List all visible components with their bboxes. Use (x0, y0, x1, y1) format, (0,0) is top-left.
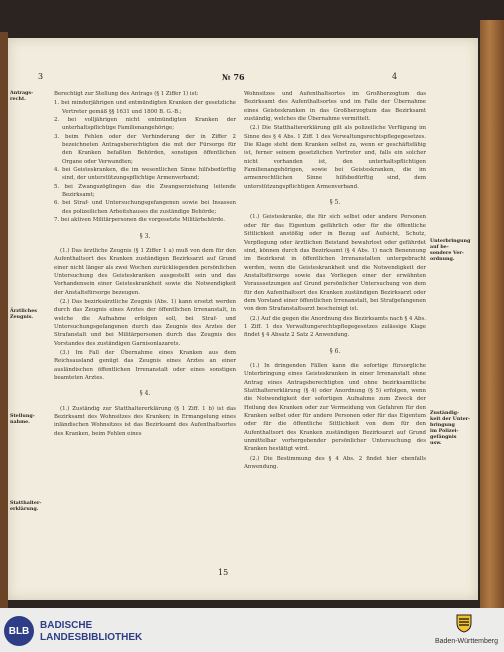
library-name-line1: BADISCHE (40, 620, 93, 631)
margin-note: Unterbringung auf be- sondere Ver- ordnung. (430, 238, 471, 262)
paragraph: (2.) Die Bestimmung des § 4 Abs. 2 findet hier ebenfalls Anwendung. (244, 455, 426, 471)
list-item: 3. beim Fehlen oder der Verhinderung der in Ziffer 2 bezeichneten Antragsberechtigten die mit der Fürsorge für den Kranken befaßten Behörden, sonstigen öffentlichen Organe oder Verwandten; (54, 133, 236, 165)
paragraph: (1.) Geisteskranke, die für sich selbst oder andere Personen oder für das Eigentum gefährlich oder für die öffentliche Sittlichkeit anstößig oder in Bezug auf Aufsicht, Schutz, Verpflegung oder ärztlichen Beistand bewahrlost oder gefährdet sind, können durch das Bezirksamt (§ 4 Abs. 1) nach Benennung im Bezirksrat in öffentlichen Irrenanstalten untergebracht werden, wenn die Geisteskrankheit und die Notwendigkeit der Anstaltsfürsorge sowie das Vorliegen einer der erwähnten Voraussetzungen auf Grund persönlicher Untersuchung von dem für den Aufenthaltsort des Kranken zuständigen Bezirksarzt oder dem Vorstand einer öffentlichen Irrenanstalt, bei Strafgefangenen von dem Strafanstaltsarzt bescheinigt ist. (244, 214, 426, 313)
margin-note: Statthalter- erklärung. (10, 500, 42, 512)
page-number: 15 (218, 568, 229, 577)
paragraph: (1.) Das ärztliche Zeugnis (§ 1 Ziffer 1 a) muß von dem für den Aufenthaltsort des Kranken zuständigen Bezirksarzt auf Grund einer nicht länger als zwei Wochen zurückliegenden persönlichen Untersuchung des Geisteskranken ausgestellt sein und das Vorhandensein einer Geisteskrankheit sowie die Notwendigkeit der Anstaltsfürsorge bezeugen. (54, 247, 236, 296)
section-heading: § 6. (329, 347, 341, 355)
margin-note: Ärztliches Zeugnis. (10, 308, 37, 320)
left-text-column (54, 90, 236, 439)
paragraph: (1.) In dringenden Fällen kann die sofortige fürsorgliche Unterbringung eines Geisteskranken in einer Irrenanstalt ohne Antrag eines Antragsberechtigten und ohne bezirksamtliche Statthaltererklärung (§ 4) oder Anordnung (§ 5) erfolgen, wenn die Notwendigkeit der sofortigen Aufnahme zum Zweck der Heilung des Kranken oder zur Vermeidung von Gefahren für den Kranken selbst oder für andere Personen oder für das Eigentum oder für die öffentliche Sittlichkeit von dem für den Aufenthaltsort des Kranken zuständigen Bezirksarzt auf Grund unmittelbar vorhergehender persönlicher Untersuchung des Kranken bestätigt wird. (244, 362, 426, 453)
book-cover-edge-left (0, 32, 8, 608)
issue-number: № 76 (222, 72, 245, 82)
list-item: 2. bei volljährigen nicht entmündigten Kranken der unterhaltspflichtige Familienangehörige; (54, 117, 236, 132)
left-page-number: 3 (38, 72, 44, 81)
paragraph: Wohnsitzes und Aufenthaltsortes im Großherzogtum das Bezirksamt des Aufenthaltsortes und im Falle der Übernahme eines Geisteskranken in das Großherzogtum das Bezirksamt zuständig, welches die Übernahme vermittelt. (244, 91, 426, 123)
list-item: 4. bei Geisteskranken, die im wesentlichen Sinne hilfsbedürftig sind, der unterstützungspflichtige Armenverband; (54, 167, 236, 182)
baden-wuerttemberg-crest-icon (455, 613, 473, 633)
paragraph: (3.) Im Fall der Übernahme eines Kranken aus dem Reichsausland genügt das Zeugnis eines Arztes an einer ausländischen öffentlichen Irrenanstalt oder eines sonstigen beamteten Arztes. (54, 349, 236, 381)
paragraph: (2.) Auf die gegen die Anordnung des Bezirksamts nach § 4 Abs. 1 Ziff. 1 des Verwaltungsrechtspflegegesetzes zulässige Klage findet § 4 Absatz 2 Satz 2 Anwendung. (244, 315, 426, 339)
list-item: 5. bei Zwangszöglingen das die Zwangserziehung leitende Bezirksamt; (54, 183, 236, 199)
blb-logo: BLB (4, 616, 34, 646)
right-text-column (244, 90, 426, 472)
section-heading: § 5. (329, 199, 341, 207)
library-name-line2: LANDESBIBLIOTHEK (40, 632, 143, 643)
book-cover-edge-right (480, 20, 504, 608)
list-item: 7. bei aktiven Militärpersonen die vorgesetzte Militärbehörde. (54, 217, 226, 224)
library-name (40, 620, 142, 644)
section-heading: § 3. (139, 232, 151, 240)
footer-bar (0, 608, 504, 652)
paragraph: (2.) Das bezirksärztliche Zeugnis (Abs. 1) kann ersetzt werden durch das Zeugnis eines Arztes der öffentlichen Irrenanstalt, in welche die Aufnahme erfolgen soll, bei Straf- und Untersuchungsgefangenen durch das Zeugnis des Arztes der Strafanstalt und bei Militärpersonen durch das Zeugnis des Vorstandes des zuständigen Garnisonlazarets. (54, 298, 236, 347)
paragraph: Berechtigt zur Stellung des Antrags (§ 1 Ziffer 1) ist: (54, 91, 199, 97)
margin-note: Antrags- recht. (10, 90, 34, 102)
paragraph: (1.) Zuständig zur Statthaltererklärung (§ 1 Ziff. 1 b) ist das Bezirksamt des Wohnsitzes des Kranken; in Ermangelung eines inländischen Wohnsitzes ist das Bezirksamt des Aufenthaltsortes des Kranken, beim Fehlen eines (54, 405, 236, 437)
state-name: Baden-Württemberg (434, 638, 498, 645)
list-item: 1. bei minderjährigen und entmündigten Kranken der gesetzliche Vertreter gemäß §§ 1631 und 1800 B. G.-B.; (54, 100, 236, 115)
right-page-number: 4 (392, 72, 398, 81)
paragraph: (2.) Die Statthaltererklärung gilt als polizeiliche Verfügung im Sinne des § 4 Abs. 1 Ziff. 1 des Verwaltungsrechtspflegegesetzes. Die Klage steht dem Kranken selbst zu, wenn er geschäftsfähig ist, ferner seinem gesetzlichen Vertreter und, falls ein solcher nicht vorhanden ist, den unterhaltspflichtigen Familienangehörigen, sowie bei Geisteskranken, die im armenrechtlichen Sinne hilfsbedürftig sind, dem unterstützungspflichtigen Armenverband. (244, 125, 426, 190)
margin-note: Stellung- nahme. (10, 413, 35, 425)
margin-note: Zuständig- keit der Unter- bringung im Polizei- gefängnis usw. (430, 410, 471, 446)
list-item: 6. bei Straf- und Untersuchungsgefangenen sowie bei Insassen des polizeilichen Arbeitshauses die zuständige Behörde; (54, 200, 236, 215)
book-page (8, 38, 478, 600)
section-heading: § 4. (139, 390, 151, 398)
